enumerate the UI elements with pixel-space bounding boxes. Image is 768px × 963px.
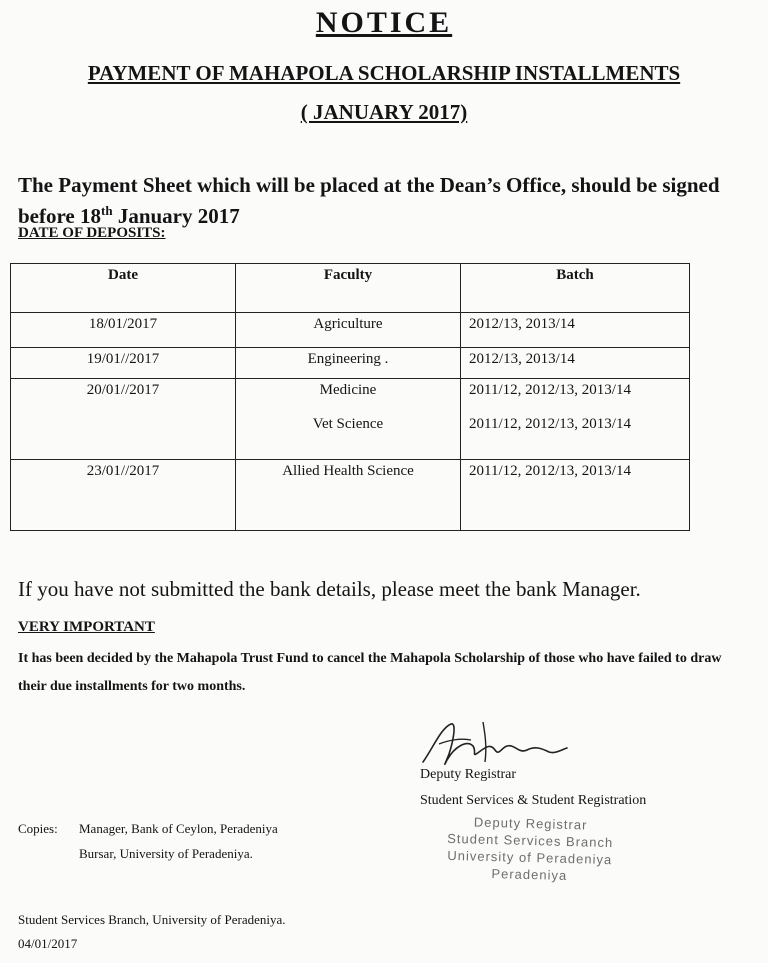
lead-part2: January 2017: [112, 204, 240, 228]
lead-part1: The Payment Sheet which will be placed at the Dean’s Office, should be signed before 18: [18, 173, 720, 228]
faculty-medicine: Medicine: [319, 382, 377, 399]
row-batch: 2012/13, 2013/14: [461, 313, 690, 348]
batch-medicine: 2011/12, 2012/13, 2013/14: [469, 382, 631, 399]
signatory-department: Student Services & Student Registration: [420, 793, 647, 808]
faculty-vet-science: Vet Science: [312, 416, 384, 433]
header-faculty: Faculty: [236, 264, 461, 313]
bank-details-note: If you have not submitted the bank details, please meet the bank Manager.: [18, 577, 641, 601]
signatory-title: Deputy Registrar: [420, 767, 517, 782]
stamp-line: Student Services Branch: [447, 830, 614, 851]
copy-recipient: Manager, Bank of Ceylon, Peradeniya: [79, 821, 278, 836]
official-stamp: [429, 812, 631, 885]
table-row: [11, 348, 690, 379]
important-heading: VERY IMPORTANT: [18, 619, 155, 635]
notice-month: [0, 100, 768, 125]
table-header-row: [11, 264, 690, 313]
table-row: [11, 459, 690, 530]
deposits-table: [10, 263, 690, 531]
row-batch: [461, 379, 690, 459]
lead-statement: [18, 172, 758, 229]
row-date: 20/01//2017: [11, 379, 236, 459]
copy-recipient: Bursar, University of Peradeniya.: [79, 846, 253, 861]
table-row: [11, 313, 690, 348]
row-faculty: Agriculture: [236, 313, 461, 348]
deposits-heading: DATE OF DEPOSITS:: [18, 225, 166, 241]
notice-month-text: ( JANUARY 2017): [300, 100, 468, 124]
row-faculty: [236, 379, 461, 459]
signature-scribble: [415, 718, 585, 774]
row-date: 23/01//2017: [11, 459, 236, 530]
row-batch: 2012/13, 2013/14: [461, 348, 690, 379]
copies-label: Copies:: [18, 821, 58, 836]
batch-vet-science: 2011/12, 2012/13, 2013/14: [469, 416, 631, 433]
lead-sup: th: [101, 203, 113, 218]
stamp-line: Deputy Registrar: [473, 814, 588, 833]
row-faculty: Engineering .: [236, 348, 461, 379]
row-faculty: Allied Health Science: [236, 459, 461, 530]
important-text: It has been decided by the Mahapola Trust Fund to cancel the Mahapola Scholarship of those who have failed to draw their due installments for two months.: [18, 651, 722, 694]
row-date: 18/01/2017: [11, 313, 236, 348]
stamp-line: Peradeniya: [491, 866, 568, 883]
header-batch: Batch: [461, 264, 690, 313]
footer-branch: Student Services Branch, University of Peradeniya.: [18, 912, 286, 927]
row-batch: 2011/12, 2012/13, 2013/14: [461, 459, 690, 530]
footer-date: 04/01/2017: [18, 936, 78, 951]
row-date: 19/01//2017: [11, 348, 236, 379]
table-row: [11, 379, 690, 459]
notice-title: NOTICE: [315, 6, 453, 39]
notice-subtitle: PAYMENT OF MAHAPOLA SCHOLARSHIP INSTALLMENTS: [87, 61, 681, 85]
header-date: Date: [11, 264, 236, 313]
stamp-line: University of Peradeniya: [447, 847, 613, 868]
